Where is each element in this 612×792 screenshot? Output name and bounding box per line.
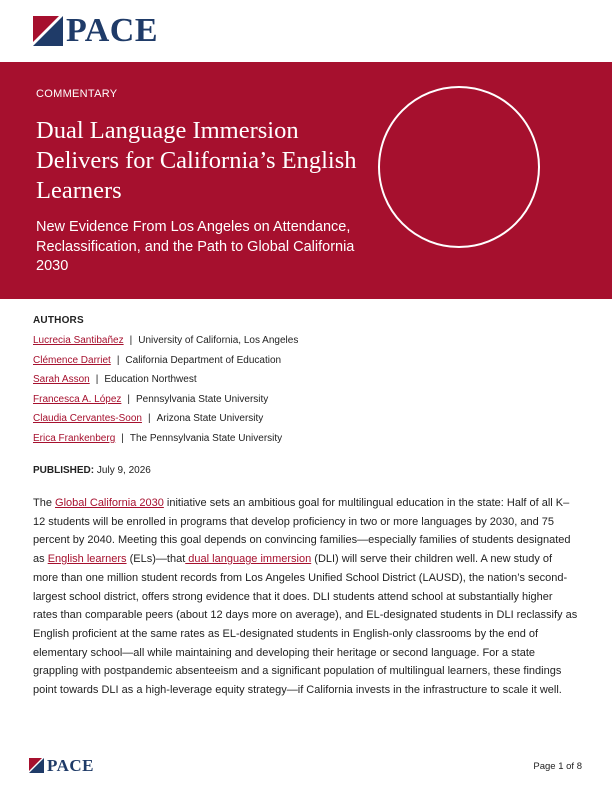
published-label: PUBLISHED: [33, 465, 95, 476]
page-subtitle: New Evidence From Los Angeles on Attendance, Reclassification, and the Path to Global California 2030 [36, 219, 355, 274]
hero-banner [0, 62, 612, 299]
author-separator: | [116, 354, 120, 366]
footer-logo-text: PACE [47, 756, 95, 775]
body-text-segment: initiative sets an ambitious goal for multilingual education in the state: Half of all K–12 students will be enrolled in programs that develop proficiency in two or more languages by 2030, and 75 percent by 2040. Meeting this goal depends on convincing families—especially families of students designated as [33, 497, 571, 566]
body-text-segment: The [33, 497, 56, 509]
author-affiliation: Arizona State University [156, 413, 264, 425]
author-list [33, 334, 298, 452]
author-item [33, 334, 298, 354]
published-date [33, 465, 151, 476]
author-separator: | [147, 413, 151, 425]
author-item [33, 432, 298, 452]
pace-logo[interactable] [33, 14, 158, 48]
author-name-link[interactable]: Claudia Cervantes-Soon [33, 413, 142, 425]
author-item [33, 373, 298, 393]
global-california-2030-link[interactable]: Global California 2030 [55, 497, 164, 509]
author-separator: | [121, 432, 124, 444]
author-separator: | [95, 374, 99, 386]
author-affiliation: The Pennsylvania State University [129, 432, 283, 444]
dual-language-immersion-link[interactable]: dual language immersion [185, 553, 312, 566]
author-name-link[interactable]: Erica Frankenberg [33, 432, 116, 444]
author-separator: | [127, 393, 130, 405]
published-value: July 9, 2026 [96, 465, 151, 476]
page-title: Dual Language Immersion Delivers for California’s English Learners [36, 117, 357, 204]
footer-pace-logo[interactable] [29, 757, 94, 774]
author-item [33, 354, 298, 374]
authors-heading: AUTHORS [33, 315, 84, 326]
pace-logo-mark-icon [29, 758, 44, 773]
article-type-label: COMMENTARY [36, 88, 118, 100]
body-paragraph [33, 494, 579, 700]
decorative-circle [378, 86, 540, 248]
author-name-link[interactable]: Clémence Darriet [33, 354, 111, 366]
author-name-link[interactable]: Lucrecia Santibañez [33, 335, 124, 346]
author-affiliation: Education Northwest [104, 374, 197, 386]
author-affiliation: Pennsylvania State University [136, 393, 269, 405]
pace-logo-mark-icon [33, 16, 63, 46]
author-affiliation: California Department of Education [125, 354, 282, 366]
pace-logo-text: PACE [66, 12, 159, 49]
page-number: Page 1 of 8 [533, 761, 582, 772]
author-name-link[interactable]: Sarah Asson [33, 374, 90, 386]
author-name-link[interactable]: Francesca A. López [33, 393, 122, 405]
author-item [33, 393, 298, 413]
english-learners-link[interactable]: English learners [47, 553, 127, 566]
body-text-segment: (DLI) will serve their children well. A new study of more than one million student records from Los Angeles Unified School District (LAUSD), the nation’s second-largest school district, offers strong evidence that it does. DLI students attend school at substantially higher rates than comparable peers (about 12 days more on average), and EL-designated students in DLI reclassify as English proficient at the same rates as EL-designated students in English-only classrooms by the end of elementary school—all while maintaining and developing their heritage or second language. For a state grappling with postpandemic absenteeism and a significant population of multilingual learners, these findings point towards DLI as a high-leverage equity strategy—if California invests in the infrastructure to scale it well. [33, 553, 578, 697]
author-item [33, 412, 298, 432]
body-text-segment: (ELs)—that [126, 553, 186, 566]
author-separator: | [129, 335, 133, 346]
author-affiliation: University of California, Los Angeles [138, 335, 299, 346]
